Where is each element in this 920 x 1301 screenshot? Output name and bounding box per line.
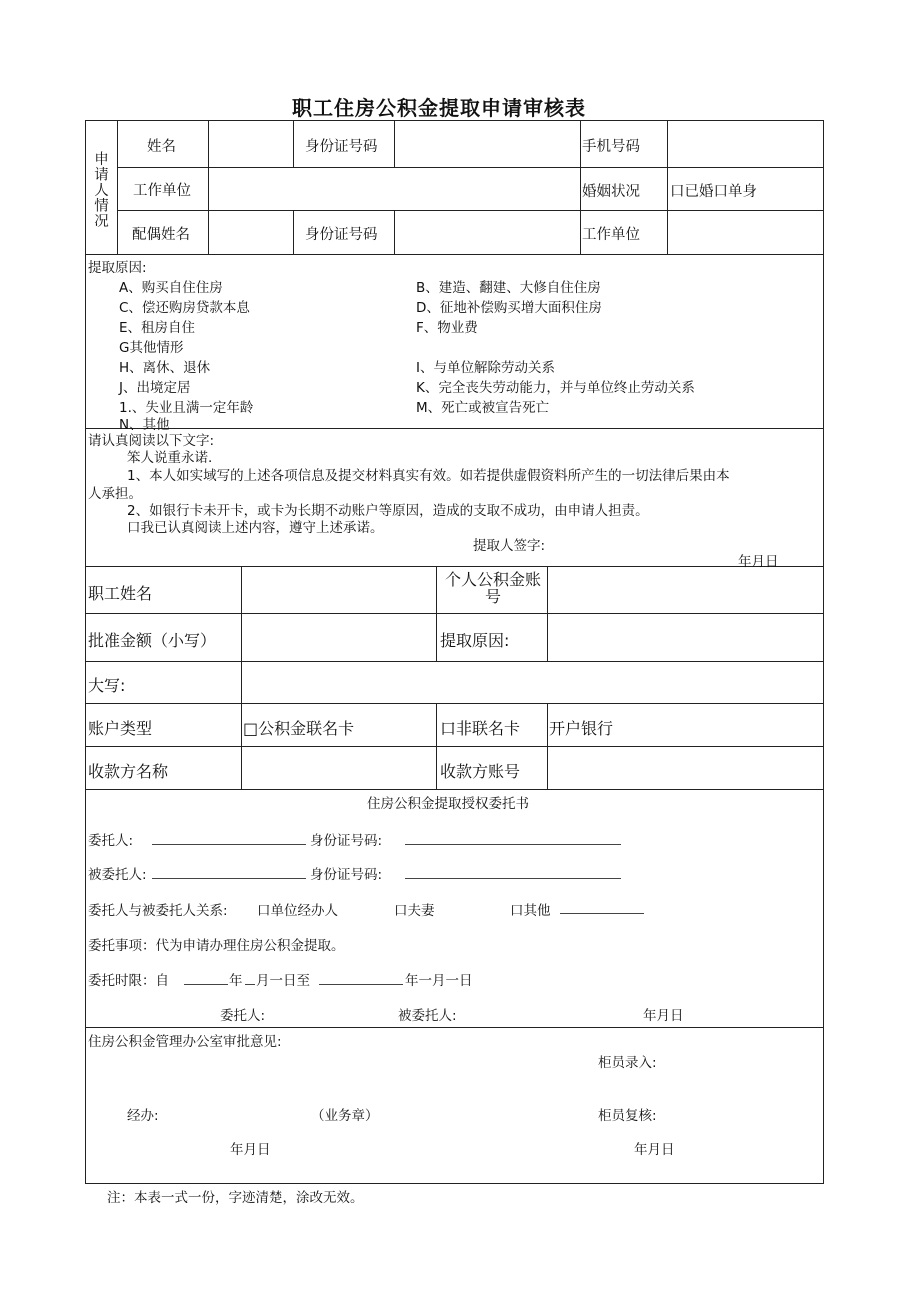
applicant-section-label: 申请人情况: [92, 151, 108, 229]
period-end-label: 年一月一日: [405, 973, 473, 989]
amount-capital-field[interactable]: [242, 662, 823, 703]
approved-amount-label: 批准金额（小写）: [88, 631, 217, 650]
agent-label: 被委托人:: [88, 867, 147, 883]
worker-name-label: 职工姓名: [88, 584, 153, 603]
authorization-date: 年月日: [643, 1008, 684, 1024]
authorization-matter: 委托事项：代为申请办理住房公积金提取。: [88, 938, 345, 954]
spouse-name-field[interactable]: [209, 211, 293, 254]
pledge-line: 人承担。: [88, 486, 142, 502]
payee-name-field[interactable]: [242, 747, 436, 789]
reason-option[interactable]: J、出境定居: [119, 380, 191, 396]
payee-account-label: 收款方账号: [440, 762, 521, 781]
relation-option-other[interactable]: 口其他: [510, 903, 551, 919]
period-end-year-input[interactable]: [319, 984, 403, 985]
spouse-name-label: 配偶姓名: [132, 227, 190, 243]
reason-option[interactable]: D、征地补偿购买增大面积住房: [416, 300, 602, 316]
page-title: 职工住房公积金提取申请审核表: [292, 96, 586, 120]
agent-id-label: 身份证号码:: [310, 867, 383, 883]
period-start-month-input[interactable]: [245, 984, 255, 985]
principal-sign-label: 委托人:: [220, 1008, 266, 1024]
spouse-id-field[interactable]: [395, 211, 580, 254]
table-left-border: [85, 120, 86, 1184]
bank-label: 开户银行: [549, 719, 614, 738]
reason-option[interactable]: M、死亡或被宣告死亡: [416, 400, 550, 416]
teller-review-label: 柜员复核:: [598, 1108, 657, 1124]
principal-id-input[interactable]: [405, 844, 621, 845]
reason-option[interactable]: B、建造、翻建、大修自住住房: [416, 280, 601, 296]
principal-label: 委托人:: [88, 833, 134, 849]
personal-account-label: 个人公积金账号: [444, 570, 541, 606]
reason-option[interactable]: F、物业费: [416, 320, 478, 336]
period-md-label: 月一日至: [256, 973, 310, 989]
reason-option[interactable]: C、偿还购房贷款本息: [119, 300, 250, 316]
non-joint-card-option[interactable]: 口非联名卡: [440, 719, 521, 738]
agent-sign-label: 被委托人:: [398, 1008, 457, 1024]
id-number-field[interactable]: [395, 121, 580, 167]
business-seal-label: （业务章）: [311, 1108, 379, 1124]
phone-field[interactable]: [668, 121, 823, 167]
office-opinion-header: 住房公积金管理办公室审批意见:: [88, 1034, 282, 1050]
account-type-label: 账户类型: [88, 719, 153, 738]
id-number-label: 身份证号码: [305, 139, 378, 155]
name-label: 姓名: [147, 139, 176, 155]
spouse-id-label: 身份证号码: [305, 227, 378, 243]
reason-option[interactable]: A、购买自住住房: [119, 280, 223, 296]
reason-option[interactable]: E、租房自住: [119, 320, 196, 336]
spouse-work-unit-label: 工作单位: [582, 227, 640, 243]
authorization-title: 住房公积金提取授权委托书: [367, 796, 529, 812]
withdraw-reason-label: 提取原因:: [440, 631, 510, 650]
teller-date: 年月日: [634, 1142, 675, 1158]
period-prefix: 委托时限：自: [88, 973, 169, 989]
amount-capital-label: 大写:: [88, 676, 126, 695]
pledge-header: 请认真阅读以下文字:: [88, 433, 215, 449]
reason-option[interactable]: 1.、失业且满一定年龄: [119, 400, 254, 416]
reason-option[interactable]: H、离休、退休: [119, 360, 211, 376]
teller-entry-label: 柜员录入:: [598, 1055, 657, 1071]
principal-id-label: 身份证号码:: [310, 833, 383, 849]
pledge-checkbox[interactable]: 口我已认真阅读上述内容，遵守上述承诺。: [127, 520, 384, 536]
pledge-date: 年月日: [738, 554, 779, 570]
approved-amount-field[interactable]: [242, 614, 436, 661]
marital-status-options[interactable]: 口已婚口单身: [670, 184, 757, 200]
relation-option-spouse[interactable]: 口夫妻: [394, 903, 435, 919]
handler-label: 经办:: [127, 1108, 159, 1124]
payee-account-field[interactable]: [548, 747, 823, 789]
reason-option[interactable]: I、与单位解除劳动关系: [416, 360, 555, 376]
personal-account-field[interactable]: [548, 567, 823, 613]
reasons-header: 提取原因:: [88, 260, 147, 276]
pledge-line: 2、如银行卡未开卡，或卡为长期不动账户等原因，造成的支取不成功，由申请人担责。: [127, 503, 649, 519]
work-unit-field[interactable]: [209, 168, 580, 210]
name-field[interactable]: [209, 121, 293, 167]
relation-label: 委托人与被委托人关系:: [88, 903, 228, 919]
reason-option[interactable]: N、其他: [119, 417, 170, 433]
reason-option[interactable]: G其他情形: [119, 340, 184, 356]
pledge-line: 笨人说重永诺.: [127, 450, 213, 466]
joint-card-option[interactable]: □公积金联名卡: [243, 719, 355, 738]
phone-label: 手机号码: [582, 139, 640, 155]
agent-id-input[interactable]: [405, 878, 621, 879]
payee-name-label: 收款方名称: [88, 762, 169, 781]
principal-input[interactable]: [152, 844, 306, 845]
table-bottom-border: [85, 1183, 824, 1184]
spouse-work-unit-field[interactable]: [668, 211, 823, 254]
pledge-line: 1、本人如实域写的上述各项信息及提交材料真实有效。如若提供虚假资料所产生的一切法律后果由本: [127, 468, 730, 484]
period-year-label: 年: [229, 973, 243, 989]
period-start-year-input[interactable]: [184, 984, 228, 985]
worker-name-field[interactable]: [242, 567, 436, 613]
agent-input[interactable]: [152, 878, 306, 879]
table-right-border: [823, 120, 824, 1184]
work-unit-label: 工作单位: [133, 183, 191, 199]
applicant-signature-label: 提取人签字:: [473, 538, 546, 554]
withdraw-reason-field[interactable]: [548, 614, 823, 661]
relation-option-unit-handler[interactable]: 口单位经办人: [257, 903, 338, 919]
relation-other-input[interactable]: [560, 913, 644, 914]
handler-date: 年月日: [230, 1142, 271, 1158]
marital-status-label: 婚姻状况: [582, 184, 640, 200]
footnote: 注：本表一式一份，字迹清楚，涂改无效。: [107, 1190, 364, 1206]
reason-option[interactable]: K、完全丧失劳动能力，并与单位终止劳动关系: [416, 380, 695, 396]
